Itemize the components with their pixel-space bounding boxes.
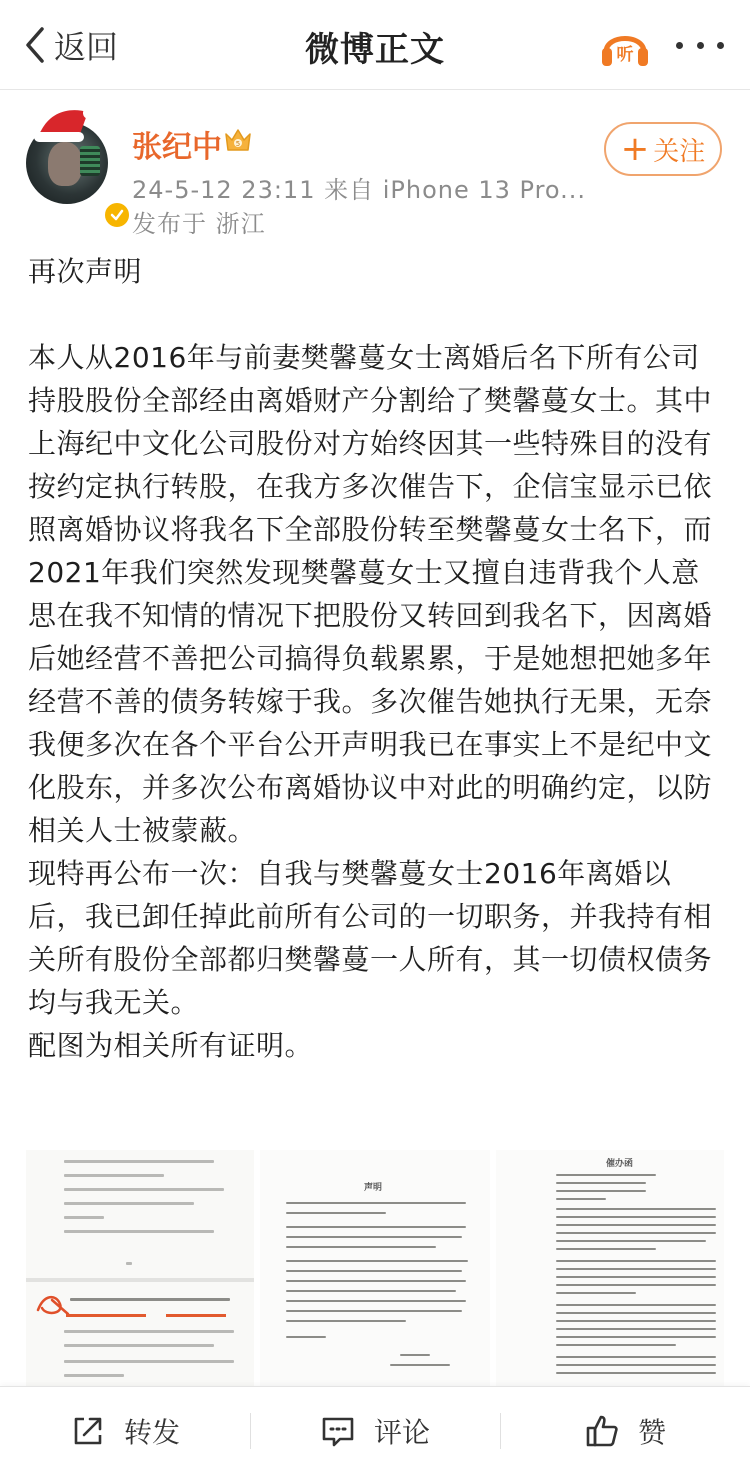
comment-button[interactable] (250, 1387, 500, 1473)
avatar-face (48, 142, 82, 186)
doc-text-line (286, 1236, 462, 1238)
red-underline (166, 1314, 226, 1317)
doc-text-line (556, 1328, 716, 1330)
author-header (0, 90, 750, 240)
post-paragraph: 本人从2016年与前妻樊馨蔓女士离婚后名下所有公司持股股份全部经由离婚财产分割给了樊馨蔓女士。其中上海纪中文化公司股份对方始终因其一些特殊目的没有按约定执行转股，在我方多次催告下，企信宝显示已依照离婚协议将我名下全部股份转至樊馨蔓女士名下，而2021年我们突然发现樊馨蔓女士又擅自违背我个人意思在我不知情的情况下把股份又转回到我名下，因离婚后她经营不善把公司搞得负载累累，于是她想把她多年经营不善的债务转嫁于我。多次催告她执行无果，无奈我便多次在各个平台公开声明我已在事实上不是纪中文化股东，并多次公布离婚协议中对此的明确约定，以防相关人士被蒙蔽。 (28, 341, 713, 847)
member-crown-icon[interactable] (222, 124, 254, 156)
doc-text-line (556, 1276, 716, 1278)
doc-text-line (286, 1300, 466, 1302)
doc-text-line (556, 1320, 716, 1322)
post-heading: 再次声明 (28, 255, 143, 288)
doc-text-line (390, 1364, 450, 1366)
image-grid (26, 1150, 724, 1386)
doc-text-line (64, 1188, 224, 1191)
more-options-button[interactable] (676, 30, 724, 60)
page-title: 微博正文 (305, 30, 445, 70)
doc-text-line (64, 1330, 234, 1333)
post-location: 发布于 浙江 (132, 210, 266, 238)
verified-badge-icon (102, 200, 132, 230)
share-icon (70, 1413, 106, 1449)
dot-icon (697, 42, 704, 49)
plus-icon: + (620, 129, 650, 169)
listen-button[interactable] (598, 20, 652, 70)
headphones-icon (598, 20, 652, 70)
doc-text-line (64, 1216, 104, 1219)
back-label: 返回 (54, 28, 119, 66)
doc-text-line (286, 1202, 466, 1204)
svg-text:5: 5 (235, 140, 241, 148)
doc-text-line (556, 1284, 716, 1286)
doc-text-line (286, 1336, 326, 1338)
post-paragraph: 配图为相关所有证明。 (28, 1029, 314, 1062)
page-divider (26, 1278, 254, 1282)
doc-text-line (286, 1310, 462, 1312)
doc-text-line (126, 1262, 132, 1265)
comment-label: 评论 (373, 1415, 430, 1449)
doc-text-line (64, 1360, 234, 1363)
follow-label: 关注 (653, 136, 706, 167)
doc-text-line (556, 1312, 716, 1314)
post-paragraph: 现特再公布一次：自我与樊馨蔓女士2016年离婚以后，我已卸任掉此前所有公司的一切职务，并我持有相关所有股份全部都归樊馨蔓一人所有，其一切债权债务均与我无关。 (28, 857, 713, 1019)
doc-text-line (64, 1230, 214, 1233)
repost-button[interactable] (0, 1387, 250, 1473)
post-body (28, 246, 728, 1067)
doc-text-line (556, 1182, 646, 1184)
doc-text-line (286, 1260, 468, 1262)
post-time-source: 24-5-12 23:11 来自 iPhone 13 Pro... (132, 176, 587, 204)
doc-text-line (556, 1224, 716, 1226)
thumbs-up-icon (584, 1413, 620, 1449)
doc-text-line (64, 1344, 214, 1347)
doc-text-line (70, 1298, 230, 1301)
image-thumbnail-statement[interactable] (260, 1150, 490, 1386)
doc-text-line (64, 1174, 164, 1177)
top-nav-bar (0, 0, 750, 90)
doc-text-line (286, 1246, 436, 1248)
doc-text-line (286, 1270, 462, 1272)
doc-text-line (556, 1232, 716, 1234)
doc-text-line (556, 1364, 716, 1366)
doc-text-line (286, 1212, 386, 1214)
comment-icon (320, 1413, 356, 1449)
doc-text-line (556, 1240, 706, 1242)
red-underline (66, 1314, 146, 1317)
like-label: 赞 (637, 1415, 666, 1449)
doc-text-line (556, 1260, 716, 1262)
repost-label: 转发 (123, 1415, 180, 1449)
doc-text-line (286, 1290, 456, 1292)
doc-text-line (64, 1374, 124, 1377)
doc-text-line (64, 1202, 194, 1205)
doc-text-line (556, 1356, 716, 1358)
doc-heading: 声明 (364, 1183, 383, 1193)
dot-icon (676, 42, 683, 49)
doc-text-line (556, 1190, 646, 1192)
santa-hat-icon (32, 104, 96, 144)
doc-text-line (556, 1268, 716, 1270)
doc-text-line (64, 1160, 214, 1163)
follow-button[interactable] (604, 122, 722, 176)
author-name[interactable]: 张纪中 (132, 130, 222, 165)
doc-text-line (556, 1208, 716, 1210)
doc-text-line (286, 1320, 406, 1322)
doc-text-line (556, 1248, 656, 1250)
bottom-action-bar (0, 1386, 750, 1473)
doc-text-line (556, 1344, 676, 1346)
image-thumbnail-divorce-agreement[interactable] (26, 1150, 254, 1386)
dot-icon (717, 42, 724, 49)
doc-text-line (556, 1174, 656, 1176)
doc-text-line (400, 1354, 430, 1356)
doc-text-line (556, 1216, 716, 1218)
like-button[interactable] (500, 1387, 750, 1473)
doc-text-line (556, 1372, 716, 1374)
doc-text-line (556, 1304, 716, 1306)
doc-text-line (286, 1226, 466, 1228)
svg-text:听: 听 (616, 45, 634, 65)
doc-text-line (286, 1280, 466, 1282)
doc-text-line (556, 1336, 716, 1338)
avatar-background-screen (80, 146, 100, 176)
doc-text-line (556, 1292, 636, 1294)
doc-heading: 催办函 (606, 1159, 634, 1169)
doc-text-line (556, 1198, 606, 1200)
image-thumbnail-urge-letter[interactable] (496, 1150, 724, 1386)
avatar[interactable] (26, 122, 108, 204)
